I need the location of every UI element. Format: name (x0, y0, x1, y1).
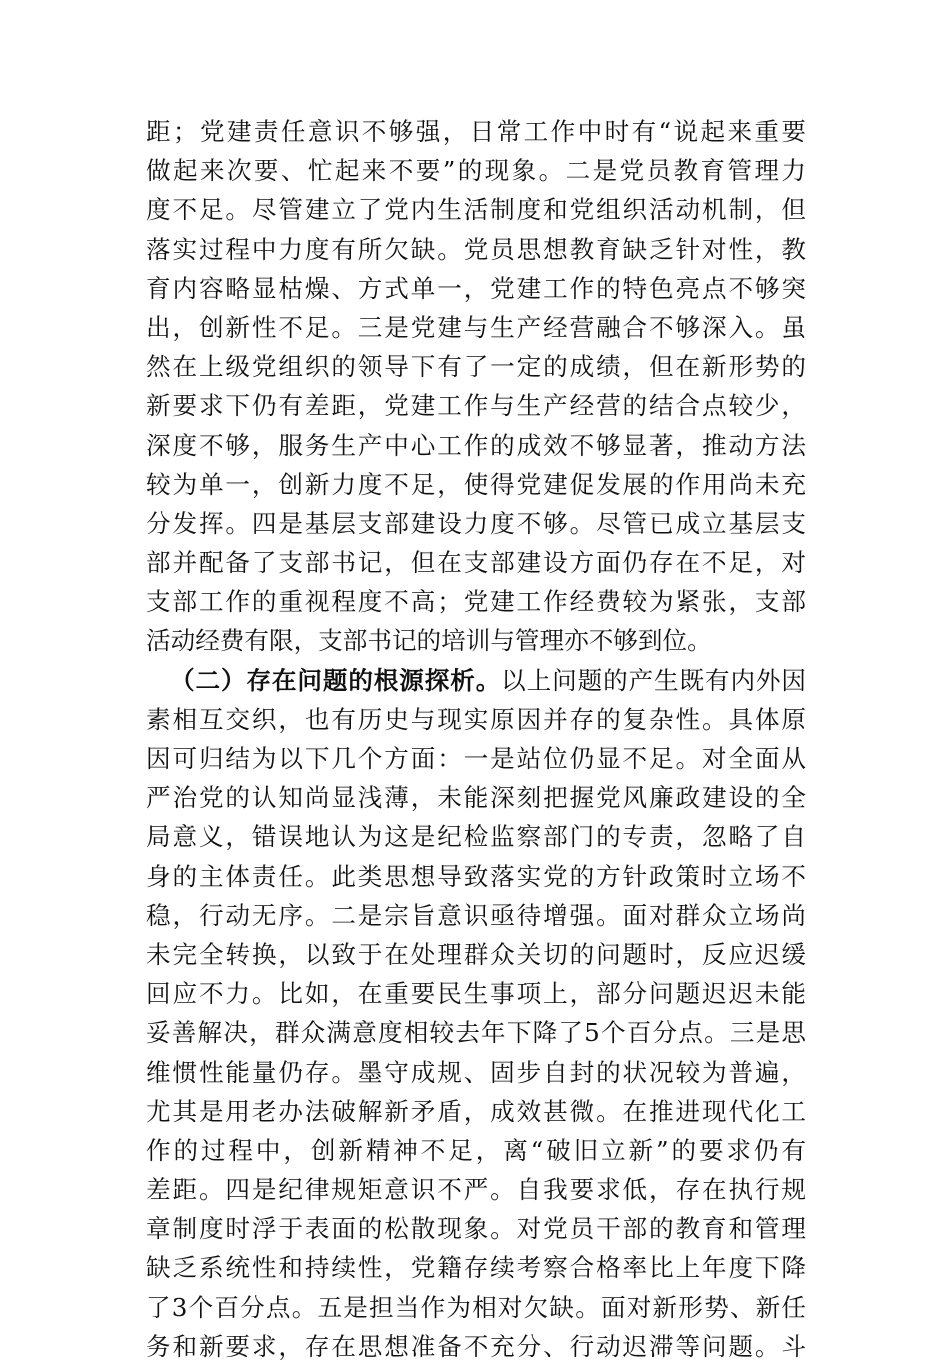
text-line: 部并配备了支部书记，但在支部建设方面仍存在不足，对 (146, 548, 806, 578)
text-line: 分发挥。四是基层支部建设力度不够。尽管已成立基层支 (146, 508, 806, 538)
text-line: 活动经费有限，支部书记的培训与管理亦不够到位。 (146, 626, 712, 656)
text-line: 出，创新性不足。三是党建与生产经营融合不够深入。虽 (146, 312, 806, 342)
section-heading-continuation: 以上问题的产生既有内外因 (501, 665, 806, 695)
text-line: 了3个百分点。五是担当作为相对欠缺。面对新形势、新任 (146, 1292, 806, 1322)
text-line: 素相互交织，也有历史与现实原因并存的复杂性。具体原 (146, 704, 806, 734)
text-line: 深度不够，服务生产中心工作的成效不够显著，推动方法 (146, 430, 806, 460)
text-line: 维惯性能量仍存。墨守成规、固步自封的状况较为普遍， (146, 1057, 806, 1087)
text-line: 缺乏系统性和持续性，党籍存续考察合格率比上年度下降 (146, 1253, 806, 1283)
text-line: 支部工作的重视程度不高；党建工作经费较为紧张，支部 (146, 587, 806, 617)
section-heading-line (146, 661, 806, 700)
text-line: 局意义，错误地认为这是纪检监察部门的专责，忽略了自 (146, 822, 806, 852)
text-line: 务和新要求，存在思想准备不充分、行动迟滞等问题。斗 (146, 1331, 806, 1361)
text-line: 度不足。尽管建立了党内生活制度和党组织活动机制，但 (146, 195, 806, 225)
text-line: 未完全转换，以致于在处理群众关切的问题时，反应迟缓 (146, 939, 806, 969)
text-line: 身的主体责任。此类思想导致落实党的方针政策时立场不 (146, 861, 806, 891)
section-heading: （二）存在问题的根源探析。 (170, 665, 502, 695)
text-line: 因可归结为以下几个方面：一是站位仍显不足。对全面从 (146, 744, 806, 773)
text-line: 章制度时浮于表面的松散现象。对党员干部的教育和管理 (146, 1214, 806, 1244)
text-line: 落实过程中力度有所欠缺。党员思想教育缺乏针对性，教 (146, 234, 806, 264)
text-line: 严治党的认知尚显浅薄，未能深刻把握党风廉政建设的全 (146, 783, 806, 813)
text-line: 新要求下仍有差距，党建工作与生产经营的结合点较少， (146, 391, 806, 421)
text-line: 距；党建责任意识不够强，日常工作中时有“说起来重要 (146, 117, 806, 146)
text-line: 妥善解决，群众满意度相较去年下降了5个百分点。三是思 (146, 1018, 806, 1048)
text-line: 做起来次要、忙起来不要”的现象。二是党员教育管理力 (146, 156, 806, 186)
text-line: 作的过程中，创新精神不足，离“破旧立新”的要求仍有 (146, 1135, 806, 1165)
text-line: 较为单一，创新力度不足，使得党建促发展的作用尚未充 (146, 469, 806, 499)
text-line: 差距。四是纪律规矩意识不严。自我要求低，存在执行规 (146, 1175, 806, 1205)
text-line: 育内容略显枯燥、方式单一，党建工作的特色亮点不够突 (146, 273, 806, 303)
text-line: 尤其是用老办法破解新矛盾，成效甚微。在推进现代化工 (146, 1096, 806, 1126)
text-line: 回应不力。比如，在重要民生事项上，部分问题迟迟未能 (146, 979, 806, 1009)
body-text (146, 112, 806, 1366)
text-line: 稳，行动无序。二是宗旨意识亟待增强。面对群众立场尚 (146, 900, 806, 930)
text-line: 然在上级党组织的领导下有了一定的成绩，但在新形势的 (146, 352, 806, 382)
